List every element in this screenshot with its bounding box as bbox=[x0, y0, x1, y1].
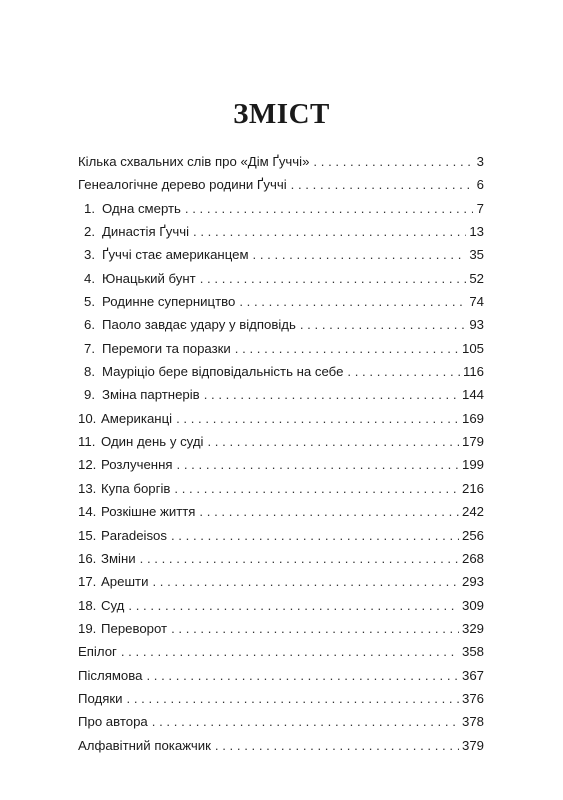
toc-entry bbox=[78, 430, 484, 453]
toc-entry-page-number: 3 bbox=[476, 154, 484, 169]
toc-entry-label: Генеалогічне дерево родини Ґуччі bbox=[78, 177, 287, 193]
toc-entry-label: Переворот bbox=[101, 620, 168, 636]
toc-dot-leader bbox=[177, 453, 459, 476]
toc-dot-leader bbox=[171, 617, 459, 640]
toc-entry-page-number: 179 bbox=[461, 434, 484, 450]
toc-entry-page-number: 105 bbox=[461, 340, 484, 356]
toc-entry bbox=[78, 150, 484, 173]
toc-entry bbox=[78, 524, 484, 547]
toc-entry bbox=[78, 710, 484, 733]
toc-entry-number: 16. bbox=[78, 550, 97, 566]
toc-entry-page-number: 144 bbox=[461, 387, 484, 403]
table-of-contents bbox=[78, 150, 484, 757]
toc-entry-page-number: 256 bbox=[461, 527, 484, 543]
toc-entry-label: Суд bbox=[101, 597, 125, 613]
toc-entry-label: Розлучення bbox=[101, 457, 173, 473]
toc-dot-leader bbox=[171, 524, 459, 547]
toc-dot-leader bbox=[347, 360, 460, 383]
toc-entry-label: Купа боргів bbox=[101, 480, 171, 496]
toc-entry-label: Розкішне життя bbox=[101, 504, 196, 520]
toc-entry-label: Арешти bbox=[101, 574, 149, 590]
toc-dot-leader bbox=[127, 687, 459, 710]
toc-entry-page-number: 74 bbox=[469, 294, 484, 310]
toc-dot-leader bbox=[239, 290, 466, 313]
toc-dot-leader bbox=[174, 477, 459, 500]
toc-dot-leader bbox=[128, 594, 459, 617]
toc-entry-number: 6. bbox=[84, 317, 95, 333]
toc-entry-label: Мауріціо бере відповідальність на себе bbox=[102, 364, 344, 380]
toc-entry-page-number: 358 bbox=[461, 644, 484, 660]
toc-entry-page-number: 216 bbox=[461, 480, 484, 496]
toc-entry-number: 17. bbox=[78, 574, 97, 590]
toc-entry bbox=[78, 570, 484, 593]
toc-entry-label: Кілька схвальних слів про «Дім Ґуччі» bbox=[78, 154, 310, 169]
toc-entry bbox=[78, 337, 484, 360]
toc-entry-number: 4. bbox=[84, 270, 95, 286]
toc-entry-page-number: 268 bbox=[461, 550, 484, 566]
toc-entry-label: Ґуччі стає американцем bbox=[102, 247, 249, 263]
toc-dot-leader bbox=[291, 173, 473, 196]
toc-entry-label: Юнацький бунт bbox=[102, 270, 196, 286]
page-title: ЗМІСТ bbox=[233, 98, 330, 130]
toc-entry bbox=[78, 313, 484, 336]
toc-entry-number: 15. bbox=[78, 527, 97, 543]
toc-entry-label: Зміни bbox=[101, 550, 136, 566]
toc-dot-leader bbox=[200, 267, 467, 290]
toc-dot-leader bbox=[140, 547, 459, 570]
toc-dot-leader bbox=[253, 243, 467, 266]
toc-dot-leader bbox=[235, 337, 459, 360]
toc-entry bbox=[78, 197, 484, 220]
toc-entry bbox=[78, 220, 484, 243]
toc-entry-page-number: 309 bbox=[461, 597, 484, 613]
toc-entry-number: 7. bbox=[84, 340, 95, 356]
toc-entry-label: Американці bbox=[101, 410, 173, 426]
toc-entry-label: Родинне суперництво bbox=[102, 294, 236, 310]
toc-entry-page-number: 199 bbox=[461, 457, 484, 473]
toc-dot-leader bbox=[176, 407, 459, 430]
toc-entry-label: Одна смерть bbox=[102, 200, 181, 216]
toc-entry-page-number: 367 bbox=[461, 667, 484, 683]
toc-entry-number: 11. bbox=[78, 434, 96, 450]
toc-dot-leader bbox=[300, 313, 466, 336]
toc-entry bbox=[78, 267, 484, 290]
toc-entry-label: Паоло завдає удару у відповідь bbox=[102, 317, 296, 333]
toc-entry-page-number: 93 bbox=[469, 317, 484, 333]
toc-entry-label: Про автора bbox=[78, 714, 148, 730]
toc-entry bbox=[78, 500, 484, 523]
toc-entry bbox=[78, 453, 484, 476]
toc-entry-number: 14. bbox=[78, 504, 97, 520]
toc-entry-label: Епілог bbox=[78, 644, 117, 660]
toc-dot-leader bbox=[152, 570, 459, 593]
toc-entry-page-number: 329 bbox=[461, 620, 484, 636]
toc-entry-page-number: 52 bbox=[469, 270, 484, 286]
toc-entry-number: 2. bbox=[84, 224, 95, 240]
toc-entry-number: 18. bbox=[78, 597, 97, 613]
toc-entry-number: 12. bbox=[78, 457, 97, 473]
toc-entry bbox=[78, 594, 484, 617]
toc-entry-label: Алфавітний покажчик bbox=[78, 737, 211, 753]
toc-entry bbox=[78, 243, 484, 266]
toc-dot-leader bbox=[207, 430, 459, 453]
toc-entry-number: 8. bbox=[84, 364, 95, 380]
toc-entry-page-number: 376 bbox=[461, 690, 484, 706]
toc-entry-page-number: 293 bbox=[461, 574, 484, 590]
toc-entry bbox=[78, 290, 484, 313]
toc-entry bbox=[78, 547, 484, 570]
toc-entry-page-number: 7 bbox=[476, 200, 484, 216]
toc-entry-number: 13. bbox=[78, 480, 97, 496]
toc-entry bbox=[78, 687, 484, 710]
toc-entry-label: Перемоги та поразки bbox=[102, 340, 231, 356]
toc-entry-label: Післямова bbox=[78, 667, 143, 683]
toc-entry-page-number: 35 bbox=[469, 247, 484, 263]
toc-entry bbox=[78, 407, 484, 430]
toc-entry-number: 5. bbox=[84, 294, 95, 310]
toc-dot-leader bbox=[215, 734, 459, 757]
toc-dot-leader bbox=[121, 640, 459, 663]
toc-entry-label: Династія Ґуччі bbox=[102, 224, 189, 240]
toc-entry-label: Зміна партнерів bbox=[102, 387, 200, 403]
toc-entry bbox=[78, 664, 484, 687]
toc-entry-page-number: 116 bbox=[462, 364, 484, 380]
toc-entry-page-number: 13 bbox=[469, 224, 484, 240]
toc-dot-leader bbox=[146, 664, 459, 687]
toc-entry-label: Один день у суді bbox=[101, 434, 204, 450]
toc-dot-leader bbox=[185, 197, 473, 220]
toc-entry bbox=[78, 360, 484, 383]
toc-entry-number: 19. bbox=[78, 620, 97, 636]
toc-entry-number: 10. bbox=[78, 410, 97, 426]
toc-entry-page-number: 379 bbox=[461, 737, 484, 753]
toc-entry bbox=[78, 734, 484, 757]
toc-entry-label: Подяки bbox=[78, 690, 123, 706]
toc-entry-label: Paradeisos bbox=[101, 527, 167, 543]
toc-entry-page-number: 6 bbox=[476, 177, 484, 193]
toc-entry-number: 1. bbox=[84, 200, 95, 216]
toc-entry-page-number: 169 bbox=[461, 410, 484, 426]
toc-dot-leader bbox=[199, 500, 459, 523]
toc-dot-leader bbox=[313, 150, 473, 173]
toc-dot-leader bbox=[204, 383, 459, 406]
toc-entry-number: 3. bbox=[84, 247, 95, 263]
toc-dot-leader bbox=[193, 220, 466, 243]
toc-entry-number: 9. bbox=[84, 387, 95, 403]
toc-entry bbox=[78, 383, 484, 406]
toc-entry bbox=[78, 173, 484, 196]
toc-entry bbox=[78, 617, 484, 640]
toc-entry bbox=[78, 640, 484, 663]
toc-entry-page-number: 242 bbox=[461, 504, 484, 520]
toc-entry-page-number: 378 bbox=[461, 714, 484, 730]
toc-entry bbox=[78, 477, 484, 500]
toc-dot-leader bbox=[152, 710, 459, 733]
